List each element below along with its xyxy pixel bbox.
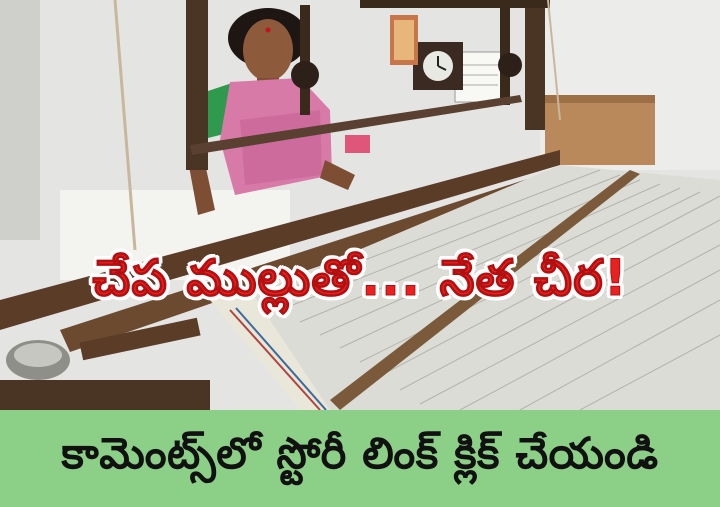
story-link-banner[interactable] [0, 410, 720, 507]
headline-title: చేప ముల్లుతో... నేత చీర! [92, 249, 628, 307]
wooden-table [545, 95, 655, 165]
loom-post-right [525, 0, 545, 130]
banner-text[interactable]: కామెంట్స్‌లో స్టోరీ లింక్ క్లిక్ చేయండి [61, 428, 659, 479]
